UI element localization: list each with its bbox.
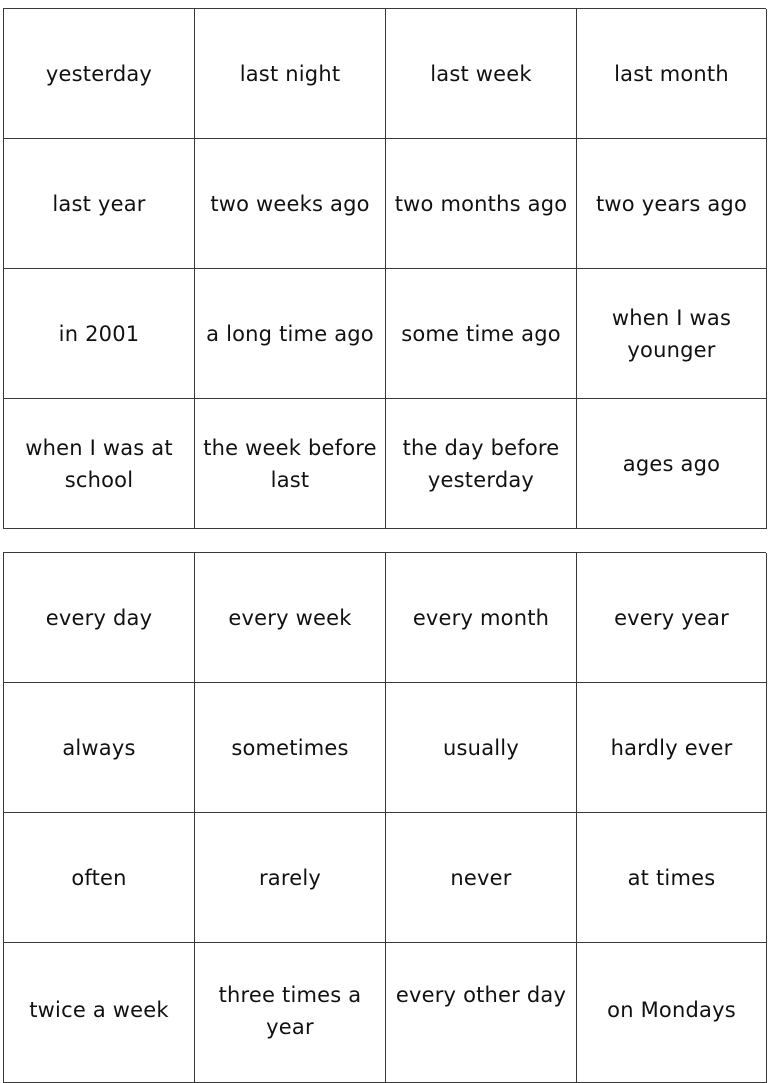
card-cell: hardly ever <box>577 683 767 813</box>
card-cell: last month <box>577 9 767 139</box>
card-cell: usually <box>386 683 577 813</box>
card-cell: every year <box>577 553 767 683</box>
card-cell: twice a week <box>4 943 195 1083</box>
card-cell: sometimes <box>195 683 386 813</box>
past-time-expressions-grid <box>3 8 766 529</box>
card-cell: every day <box>4 553 195 683</box>
card-cell: last night <box>195 9 386 139</box>
card-cell: two months ago <box>386 139 577 269</box>
card-cell: two weeks ago <box>195 139 386 269</box>
card-cell: on Mondays <box>577 943 767 1083</box>
card-cell: when I was younger <box>577 269 767 399</box>
card-cell: never <box>386 813 577 943</box>
card-cell: at times <box>577 813 767 943</box>
card-cell: often <box>4 813 195 943</box>
card-cell: always <box>4 683 195 813</box>
card-cell: every month <box>386 553 577 683</box>
card-cell: three times a year <box>195 943 386 1083</box>
card-cell: yesterday <box>4 9 195 139</box>
card-cell: in 2001 <box>4 269 195 399</box>
card-cell: ages ago <box>577 399 767 529</box>
card-cell: when I was at school <box>4 399 195 529</box>
card-cell: the day before yesterday <box>386 399 577 529</box>
frequency-expressions-grid <box>3 552 766 1083</box>
card-cell: a long time ago <box>195 269 386 399</box>
card-cell: last week <box>386 9 577 139</box>
card-cell: last year <box>4 139 195 269</box>
card-cell: every week <box>195 553 386 683</box>
card-cell: every other day <box>386 943 577 1083</box>
card-cell: rarely <box>195 813 386 943</box>
card-cell: two years ago <box>577 139 767 269</box>
card-cell: some time ago <box>386 269 577 399</box>
card-cell: the week before last <box>195 399 386 529</box>
